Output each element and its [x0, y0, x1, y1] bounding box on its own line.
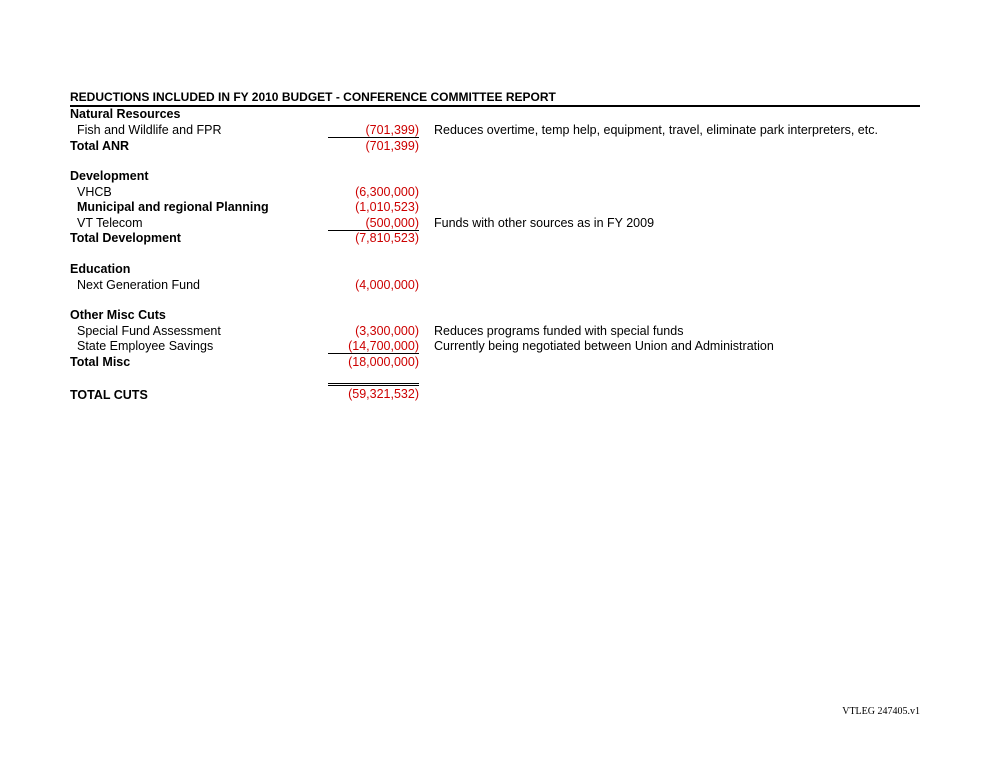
document-id: VTLEG 247405.v1	[842, 706, 920, 717]
line-item-amount: (1,010,523)	[355, 200, 419, 214]
total-row	[70, 354, 920, 370]
table-row	[70, 184, 920, 200]
table-row	[70, 338, 920, 354]
table-row	[70, 277, 920, 293]
section-heading: Other Misc Cuts	[70, 308, 166, 322]
section-heading: Natural Resources	[70, 107, 181, 121]
table-row	[70, 215, 920, 231]
total-label: Total ANR	[70, 139, 130, 153]
line-item-label: VHCB	[77, 185, 112, 199]
total-row	[70, 230, 920, 246]
section-heading-row	[70, 261, 920, 277]
section-heading-row	[70, 168, 920, 184]
line-item-note: Reduces overtime, temp help, equipment, travel, eliminate park interpreters, etc.	[434, 123, 878, 137]
line-item-amount: (500,000)	[328, 215, 419, 231]
line-item-amount: (4,000,000)	[355, 278, 419, 292]
report-title: REDUCTIONS INCLUDED IN FY 2010 BUDGET - CONFERENCE COMMITTEE REPORT	[70, 90, 556, 104]
line-item-amount: (3,300,000)	[355, 324, 419, 338]
total-amount: (7,810,523)	[355, 231, 419, 245]
line-item-label: VT Telecom	[77, 216, 143, 230]
section-heading-row	[70, 307, 920, 323]
section-heading: Development	[70, 169, 149, 183]
line-item-note: Currently being negotiated between Union and Administration	[434, 339, 774, 353]
section-heading: Education	[70, 262, 131, 276]
total-label: Total Misc	[70, 355, 131, 369]
line-item-label: State Employee Savings	[77, 339, 214, 353]
total-amount: (18,000,000)	[348, 355, 419, 369]
line-item-note: Reduces programs funded with special funds	[434, 324, 684, 338]
grand-total-label: TOTAL CUTS	[70, 388, 148, 402]
line-item-label: Special Fund Assessment	[77, 324, 221, 338]
total-row	[70, 138, 920, 154]
table-row	[70, 199, 920, 215]
line-item-note: Funds with other sources as in FY 2009	[434, 216, 655, 230]
table-row	[70, 122, 920, 138]
line-item-label: Next Generation Fund	[77, 278, 200, 292]
line-item-label: Municipal and regional Planning	[77, 200, 269, 214]
section-heading-row	[70, 106, 920, 122]
grand-total-amount: (59,321,532)	[328, 383, 419, 402]
line-item-amount: (6,300,000)	[355, 185, 419, 199]
line-item-amount: (14,700,000)	[328, 338, 419, 354]
line-item-label: Fish and Wildlife and FPR	[77, 123, 222, 137]
grand-total-row	[70, 387, 920, 403]
line-item-amount: (701,399)	[328, 122, 419, 138]
total-label: Total Development	[70, 231, 181, 245]
total-amount: (701,399)	[365, 139, 419, 153]
table-row	[70, 323, 920, 339]
